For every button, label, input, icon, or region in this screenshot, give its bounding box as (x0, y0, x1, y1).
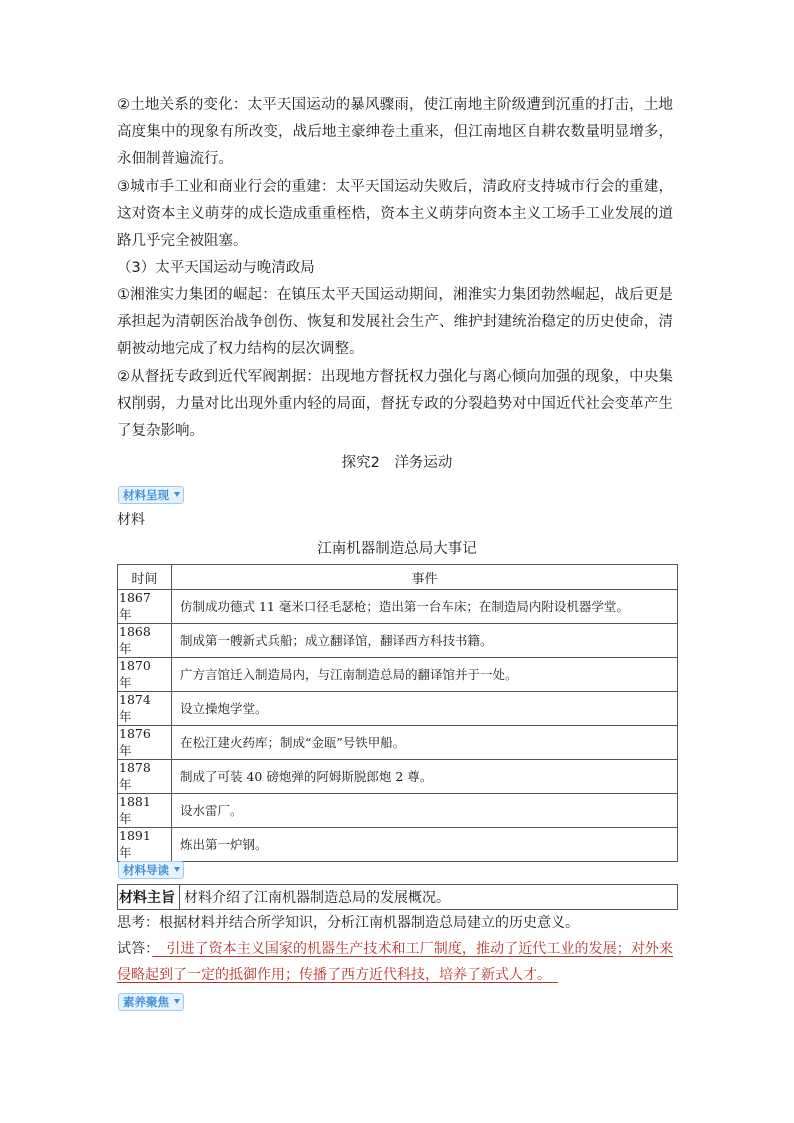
cell-event: 在松江建火药库；制成“金瓯”号铁甲船。 (172, 726, 678, 760)
answer-block (117, 936, 673, 988)
cell-event: 制成了可装 40 磅炮弹的阿姆斯脱郎炮 2 尊。 (172, 760, 678, 794)
table-row (118, 760, 678, 794)
question-text: 思考：根据材料并结合所学知识，分析江南机器制造总局建立的历史意义。 (117, 915, 579, 931)
paragraph-guild-rebuild: ③城市手工业和商业行会的重建：太平天国运动失败后，清政府支持城市行会的重建，这对资本主义萌芽的成长造成重重桎梏，资本主义萌芽向资本主义工场手工业发展的道路几乎完全被阻塞。 (117, 179, 673, 249)
cell-event: 制成第一艘新式兵船；成立翻译馆，翻译西方科技书籍。 (172, 624, 678, 658)
section-title: 探究2 洋务运动 (341, 455, 453, 471)
cell-event: 设立操炮学堂。 (172, 692, 678, 726)
table-row (118, 624, 678, 658)
cell-year: 1867 年 (118, 590, 172, 624)
paragraph-xiang-huai: ①湘淮实力集团的崛起：在镇压太平天国运动期间，湘淮实力集团勃然崛起，战后更是承担起为清朝医治战争创伤、恢复和发展社会生产、维护封建统治稳定的历史使命，清朝被动地完成了权力结构的层次调整。 (117, 287, 673, 357)
cell-event: 炼出第一炉钢。 (172, 828, 678, 862)
answer-text: 引进了资本主义国家的机器生产技术和工厂制度，推动了近代工业的发展；对外来侵略起到了一定的抵御作用；传播了西方近代科技，培养了新式人才。 (117, 941, 674, 983)
header-time: 时间 (118, 565, 172, 590)
guide-row (118, 885, 678, 910)
cell-year: 1878 年 (118, 760, 172, 794)
chevron-down-icon (174, 867, 180, 872)
chevron-down-icon (174, 999, 180, 1004)
paragraph-governors: ②从督抚专政到近代军阀割据：出现地方督抚权力强化与离心倾向加强的现象，中央集权削弱，力量对比出现外重内轻的局面，督抚专政的分裂趋势对中国近代社会变革产生了复杂影响。 (117, 369, 673, 439)
tag-material-guide (118, 861, 184, 879)
table-row (118, 828, 678, 862)
tag-literacy-focus (118, 993, 184, 1011)
table-title: 江南机器制造总局大事记 (317, 541, 477, 557)
cell-year: 1874 年 (118, 692, 172, 726)
table-row (118, 726, 678, 760)
header-event: 事件 (172, 565, 678, 590)
guide-text: 材料介绍了江南机器制造总局的发展概况。 (180, 885, 678, 910)
cell-year: 1876 年 (118, 726, 172, 760)
tag-label: 材料导读 (123, 863, 169, 877)
tag-label: 材料呈现 (123, 488, 169, 502)
answer-label: 试答： (117, 941, 153, 957)
table-row (118, 794, 678, 828)
tag-label: 素养聚焦 (123, 995, 169, 1009)
cell-event: 仿制成功德式 11 毫米口径毛瑟枪；造出第一台车床；在制造局内附设机器学堂。 (172, 590, 678, 624)
cell-event: 设水雷厂。 (172, 794, 678, 828)
paragraph-land-relations: ②土地关系的变化：太平天国运动的暴风骤雨，使江南地主阶级遭到沉重的打击，土地高度集中的现象有所改变，战后地主豪绅卷土重来，但江南地区自耕农数量明显增多，永佃制普遍流行。 (117, 97, 673, 167)
table-header-row (118, 565, 678, 590)
cell-year: 1891 年 (118, 828, 172, 862)
cell-year: 1870 年 (118, 658, 172, 692)
events-table (117, 564, 678, 862)
table-row (118, 590, 678, 624)
guide-table (117, 884, 678, 910)
material-label: 材料 (117, 512, 145, 528)
chevron-down-icon (174, 492, 180, 497)
cell-year: 1881 年 (118, 794, 172, 828)
tag-material-presentation (118, 486, 184, 504)
guide-label: 材料主旨 (118, 885, 180, 910)
subheading-late-qing: （3）太平天国运动与晚清政局 (117, 260, 315, 276)
table-row (118, 658, 678, 692)
cell-year: 1868 年 (118, 624, 172, 658)
table-row (118, 692, 678, 726)
cell-event: 广方言馆迁入制造局内，与江南制造总局的翻译馆并于一处。 (172, 658, 678, 692)
